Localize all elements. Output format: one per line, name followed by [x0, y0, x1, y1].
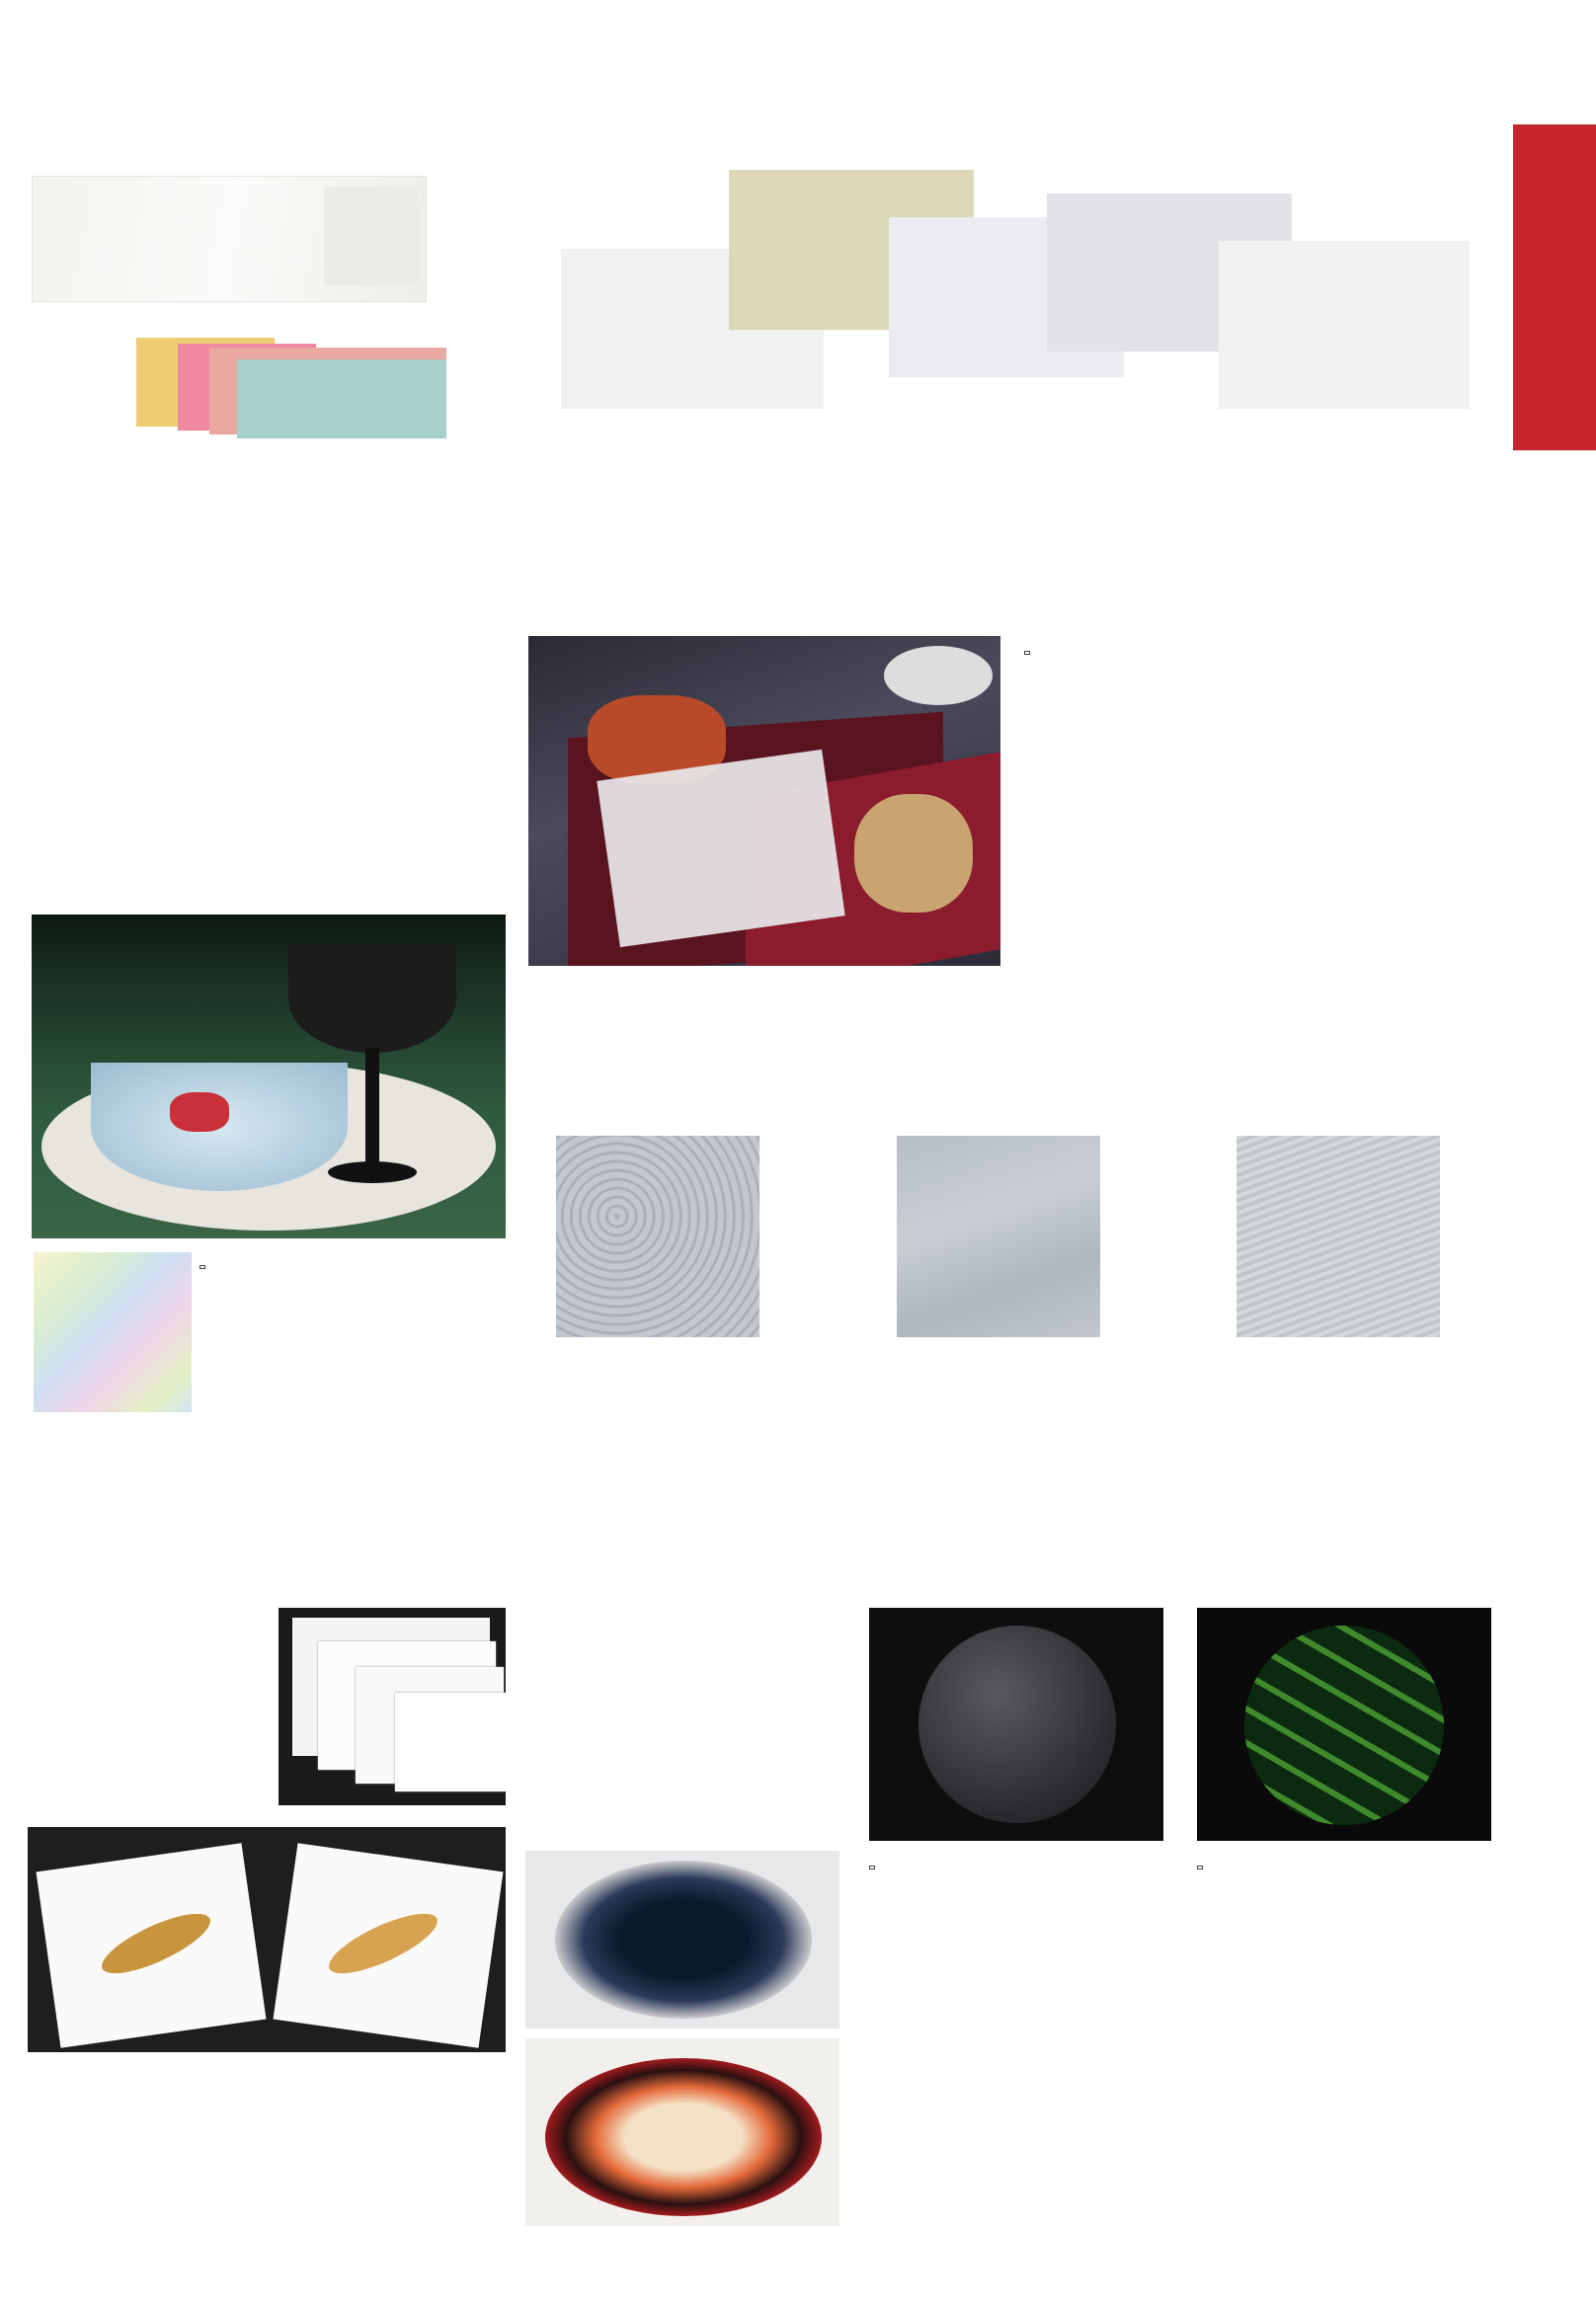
kaishi-sazanami-swatch [1237, 1136, 1440, 1337]
sushi-oke-photo-1 [525, 1851, 839, 2029]
section-title-hashioki [32, 120, 53, 160]
product-heading-aurora [200, 1254, 210, 1275]
kaishi-kiku-swatch [556, 1136, 759, 1337]
tempura-comparison-photo [28, 1827, 506, 2052]
sushi-oke-photo-2 [525, 2038, 839, 2226]
sushi-clear-sheet-photo [869, 1608, 1163, 1841]
product-heading-wasapower [1024, 640, 1035, 661]
taiyu-size-photo [279, 1608, 506, 1805]
product-heading-sushi-clear [869, 1857, 880, 1875]
product-heading-sushi-sasa [1197, 1857, 1208, 1875]
wasapower-photo [528, 636, 1000, 966]
mat-swatch-ruri [237, 359, 446, 438]
mat-swatch-white [32, 176, 427, 302]
shiki-mat-yellow [1219, 241, 1470, 409]
sushi-sasa-sheet-photo [1197, 1608, 1491, 1841]
kaishi-unryu-swatch [897, 1136, 1100, 1337]
aurora-photo [32, 915, 506, 1238]
sidebar-main-tab[interactable] [1513, 124, 1596, 450]
aurora-sheet-swatch [34, 1252, 192, 1412]
category-sidebar [1505, 124, 1596, 2307]
